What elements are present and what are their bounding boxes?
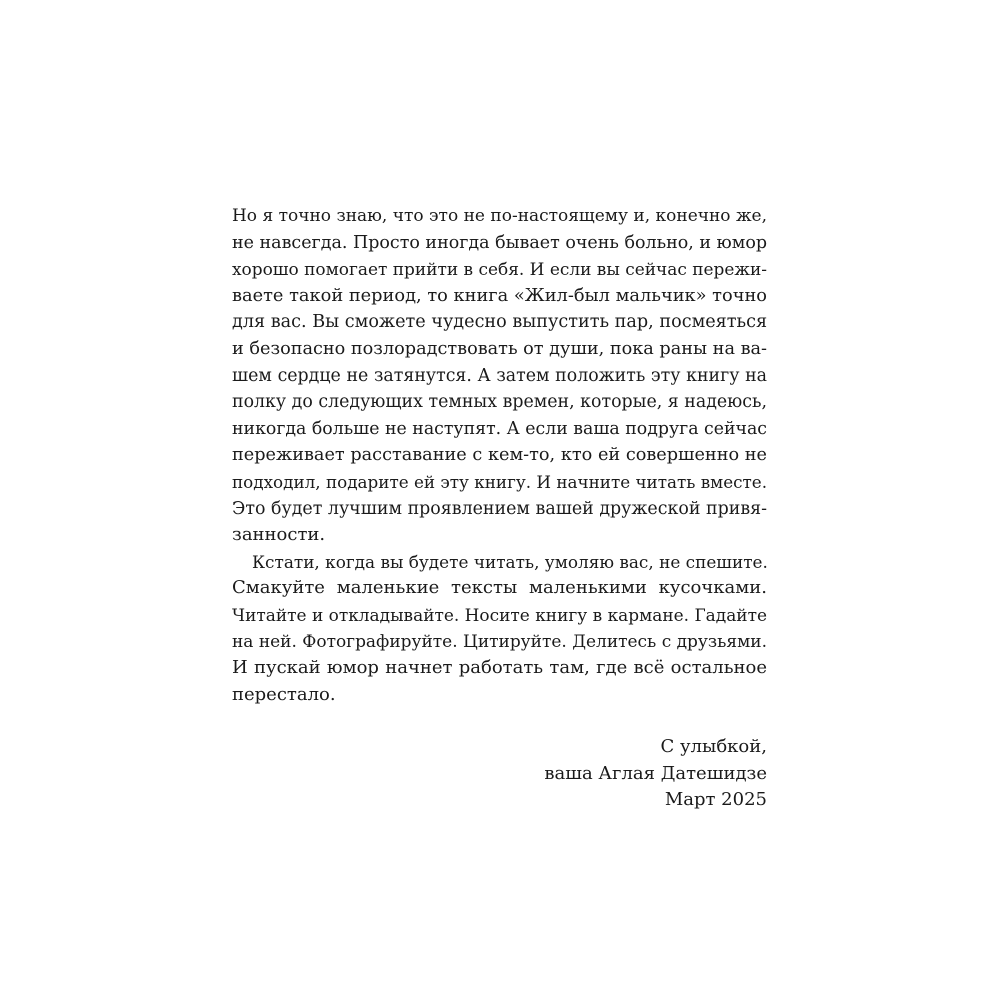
- signature-block: [232, 734, 767, 814]
- book-page: [232, 203, 767, 814]
- text-line: переживает расставание с кем-то, кто ей совершенно не: [232, 445, 767, 466]
- text-line: Это будет лучшим проявлением вашей дружеской привя-: [232, 498, 767, 519]
- signature-closing: С улыбкой,: [660, 736, 767, 758]
- paragraph-1: [232, 203, 767, 549]
- text-line: никогда больше не наступят. А если ваша подруга сейчас: [232, 418, 767, 439]
- text-line: шем сердце не затянутся. А затем положить эту книгу на: [232, 365, 767, 386]
- text-line: Читайте и откладывайте. Носите книгу в кармане. Гадайте: [232, 604, 767, 625]
- text-line: и безопасно позлорадствовать от души, пока раны на ва-: [232, 338, 768, 359]
- text-line: подходил, подарите ей эту книгу. И начните читать вместе.: [232, 471, 768, 492]
- text-line: полку до следующих темных времен, которые, я надеюсь,: [232, 392, 767, 413]
- text-line: для вас. Вы сможете чудесно выпустить пар, посмеяться: [232, 312, 768, 333]
- text-line: занности.: [232, 524, 326, 546]
- text-line: Но я точно знаю, что это не по-настоящему и, конечно же,: [232, 206, 767, 226]
- text-line: хорошо помогает прийти в себя. И если вы сейчас пережи-: [232, 259, 767, 280]
- text-line: Смакуйте маленькие тексты маленькими кусочками.: [232, 577, 767, 599]
- text-line: не навсегда. Просто иногда бывает очень больно, и юмор: [232, 232, 768, 253]
- paragraph-2: [232, 549, 767, 709]
- text-line: И пускай юмор начнет работать там, где всё остальное: [232, 657, 767, 679]
- text-line: на ней. Фотографируйте. Цитируйте. Делитесь с друзьями.: [232, 631, 767, 652]
- signature-author: ваша Аглая Датешидзе: [544, 762, 767, 784]
- signature-date: Март 2025: [664, 789, 767, 811]
- text-line: Кстати, когда вы будете читать, умоляю вас, не спешите.: [252, 551, 768, 572]
- text-line: ваете такой период, то книга «Жил-был мальчик» точно: [232, 285, 767, 306]
- text-line: перестало.: [232, 683, 336, 705]
